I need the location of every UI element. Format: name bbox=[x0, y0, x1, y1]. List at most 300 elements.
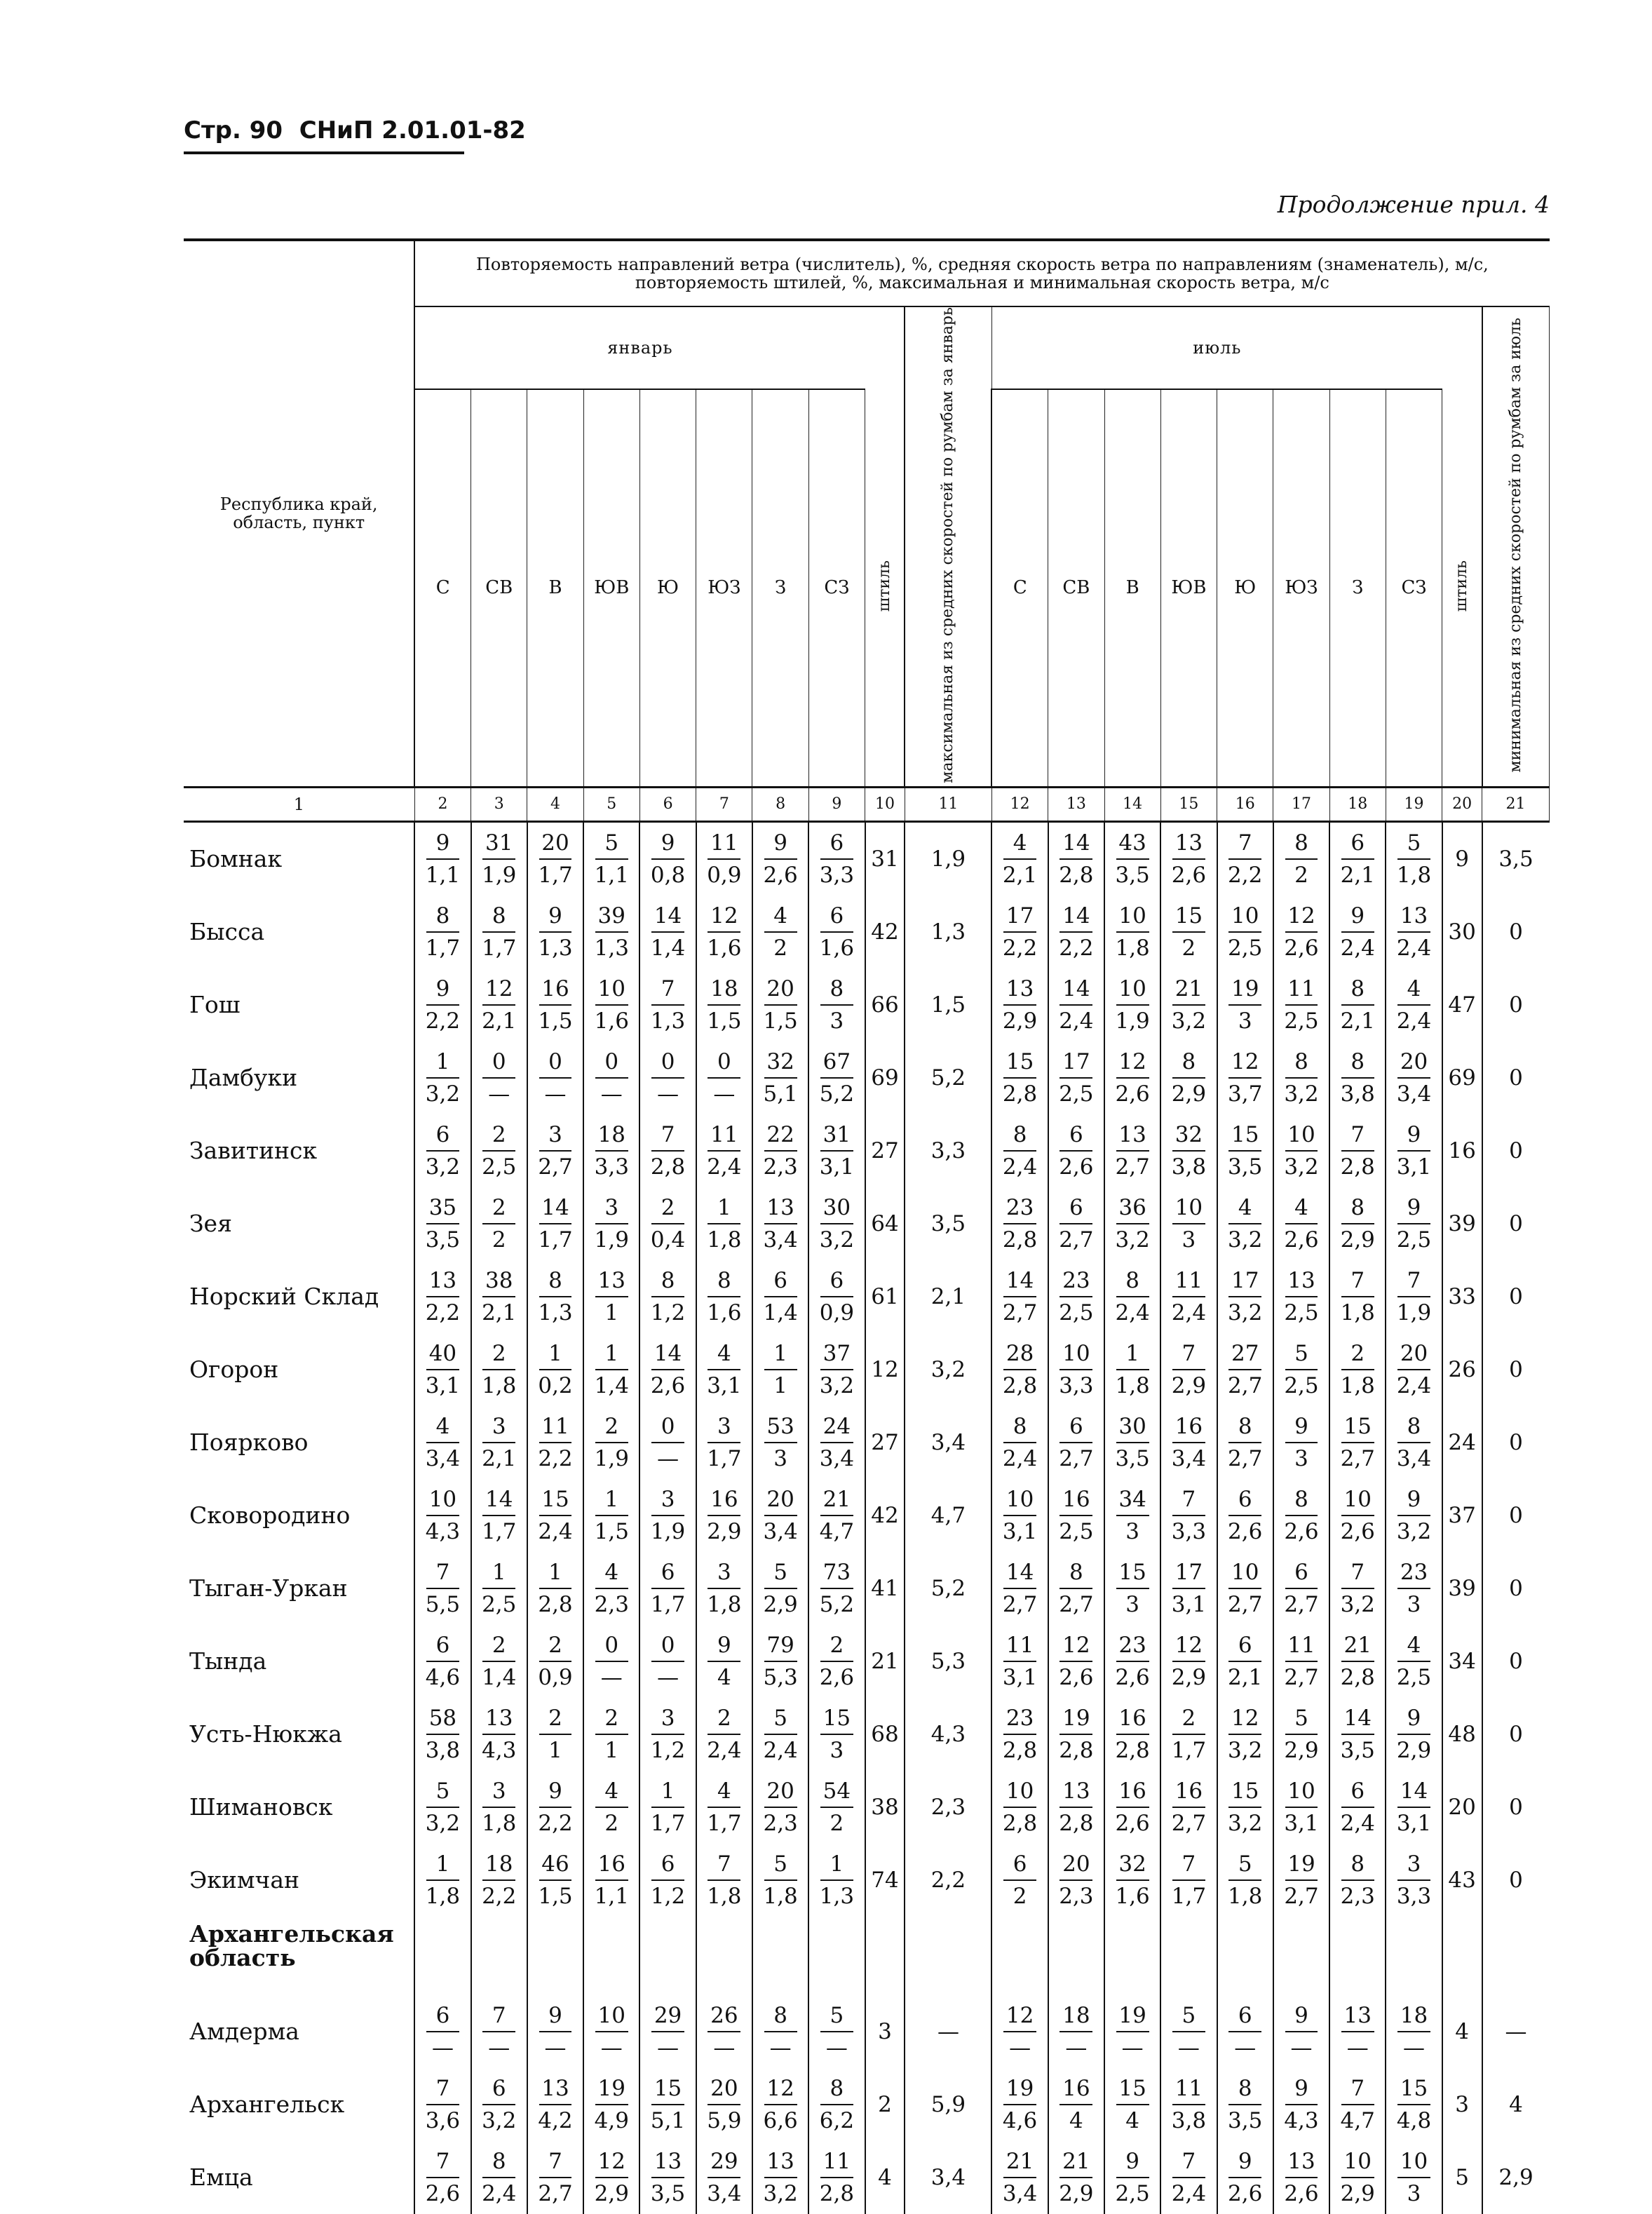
frequency-value: 9 bbox=[1407, 1121, 1421, 1147]
header-rule bbox=[184, 151, 464, 154]
frequency-value: 2 bbox=[661, 1194, 675, 1220]
frequency-value: 1 bbox=[548, 1559, 562, 1585]
fraction-cell bbox=[527, 968, 583, 1041]
fraction-cell bbox=[991, 1844, 1048, 1917]
fraction-cell bbox=[1104, 1771, 1160, 1844]
speed-value: — bbox=[488, 1081, 510, 1107]
frequency-value: 6 bbox=[1069, 1121, 1083, 1147]
fraction-cell bbox=[1160, 1844, 1217, 1917]
jul-dir-2: В bbox=[1104, 389, 1160, 788]
frequency-value: 18 bbox=[710, 976, 738, 1001]
fraction-cell bbox=[808, 1698, 865, 1771]
station-name: Архангельск bbox=[189, 2091, 345, 2119]
fraction-cell bbox=[1329, 1333, 1386, 1406]
frequency-value: 9 bbox=[1238, 2148, 1252, 2174]
station-name: Тында bbox=[189, 1647, 267, 1675]
speed-value: 2,6 bbox=[1059, 1664, 1094, 1690]
fraction-cell bbox=[1160, 1995, 1217, 2068]
fraction-cell bbox=[583, 896, 639, 968]
fraction-cell bbox=[1160, 1333, 1217, 1406]
frequency-value: 1 bbox=[604, 1486, 619, 1512]
fraction-cell bbox=[471, 2068, 527, 2141]
fraction-cell bbox=[991, 1333, 1048, 1406]
frequency-value: 34 bbox=[1118, 1486, 1146, 1512]
col-number: 19 bbox=[1386, 787, 1442, 821]
speed-value: 3,2 bbox=[425, 1154, 461, 1180]
frequency-value: 3 bbox=[717, 1559, 731, 1585]
table-row bbox=[184, 1260, 1550, 1333]
speed-value: — bbox=[657, 1664, 679, 1690]
speed-value: 1,9 bbox=[1115, 1008, 1150, 1034]
frequency-value: 7 bbox=[1182, 1340, 1196, 1366]
frequency-value: 11 bbox=[1006, 1632, 1034, 1658]
page-header bbox=[184, 116, 526, 144]
speed-value: — bbox=[1121, 2034, 1144, 2060]
fraction-cell bbox=[1048, 1041, 1104, 1114]
speed-value: 2,6 bbox=[650, 1372, 686, 1398]
frequency-value: 20 bbox=[1400, 1048, 1428, 1074]
speed-value: 2,8 bbox=[1002, 1227, 1038, 1253]
fraction-cell bbox=[991, 1995, 1048, 2068]
fraction-cell bbox=[1104, 1406, 1160, 1479]
fraction-cell bbox=[752, 1698, 808, 1771]
speed-value: 2,9 bbox=[1002, 1008, 1038, 1034]
fraction-cell bbox=[414, 1698, 470, 1771]
fraction-cell bbox=[1273, 1041, 1329, 1114]
frequency-value: 3 bbox=[661, 1486, 675, 1512]
empty-cell bbox=[1217, 1917, 1273, 1995]
frequency-value: 4 bbox=[604, 1778, 619, 1804]
frequency-value: 4 bbox=[1407, 1632, 1421, 1658]
speed-value: 1,8 bbox=[707, 1883, 742, 1909]
speed-value: 3,4 bbox=[1002, 2180, 1038, 2206]
fraction-cell bbox=[583, 1625, 639, 1698]
speed-value: 2,7 bbox=[1002, 1591, 1038, 1617]
empty-cell bbox=[414, 1917, 470, 1995]
frequency-value: 18 bbox=[597, 1121, 625, 1147]
frequency-value: 31 bbox=[485, 830, 513, 856]
speed-value: 6,6 bbox=[763, 2107, 798, 2133]
fraction-cell bbox=[1104, 968, 1160, 1041]
speed-value: 3 bbox=[1125, 1518, 1139, 1544]
speed-value: 2,6 bbox=[1284, 1518, 1319, 1544]
fraction-cell bbox=[414, 1552, 470, 1625]
speed-value: — bbox=[1346, 2034, 1369, 2060]
speed-value: 1,9 bbox=[650, 1518, 686, 1544]
fraction-cell bbox=[583, 968, 639, 1041]
speed-value: 2,6 bbox=[425, 2180, 461, 2206]
frequency-value: 10 bbox=[1343, 1486, 1372, 1512]
fraction-cell bbox=[1104, 1333, 1160, 1406]
fraction-cell bbox=[752, 1406, 808, 1479]
speed-value: — bbox=[1009, 2034, 1031, 2060]
frequency-value: 0 bbox=[604, 1632, 619, 1658]
jan-calm-value: 3 bbox=[865, 1995, 905, 2068]
speed-value: 2,2 bbox=[1059, 935, 1094, 961]
fraction-cell bbox=[808, 1333, 865, 1406]
speed-value: 3,4 bbox=[763, 1518, 798, 1544]
fraction-cell bbox=[527, 1844, 583, 1917]
frequency-value: 19 bbox=[1118, 2002, 1146, 2028]
fraction-cell bbox=[696, 896, 752, 968]
frequency-value: 10 bbox=[428, 1486, 457, 1512]
frequency-value: 6 bbox=[435, 1632, 450, 1658]
speed-value: 1,1 bbox=[594, 862, 629, 888]
fraction-cell bbox=[696, 1114, 752, 1187]
fraction-cell bbox=[1386, 1995, 1442, 2068]
fraction-cell bbox=[471, 1114, 527, 1187]
frequency-value: 10 bbox=[1231, 1559, 1259, 1585]
speed-value: 2,2 bbox=[425, 1008, 461, 1034]
fraction-cell bbox=[1386, 1187, 1442, 1260]
frequency-value: 6 bbox=[661, 1851, 675, 1877]
fraction-cell bbox=[1104, 1041, 1160, 1114]
fraction-cell bbox=[414, 1406, 470, 1479]
speed-value: 3,2 bbox=[1396, 1518, 1432, 1544]
fraction-cell bbox=[414, 1333, 470, 1406]
jan-max-value: 5,9 bbox=[905, 2068, 991, 2141]
frequency-value: 15 bbox=[822, 1705, 851, 1731]
fraction-cell bbox=[1160, 1260, 1217, 1333]
fraction-cell bbox=[1273, 896, 1329, 968]
frequency-value: 20 bbox=[1400, 1340, 1428, 1366]
speed-value: 2 bbox=[830, 1810, 844, 1836]
fraction-cell bbox=[752, 1114, 808, 1187]
frequency-value: 6 bbox=[1238, 2002, 1252, 2028]
fraction-cell bbox=[696, 1041, 752, 1114]
fraction-cell bbox=[414, 896, 470, 968]
fraction-cell bbox=[752, 896, 808, 968]
table-row bbox=[184, 1552, 1550, 1625]
fraction-cell bbox=[1273, 1114, 1329, 1187]
jan-calm-value: 69 bbox=[865, 1041, 905, 1114]
station-name: Тыган-Уркан bbox=[189, 1574, 348, 1602]
fraction-cell bbox=[1104, 1844, 1160, 1917]
station-name: Бысса bbox=[189, 918, 265, 946]
speed-value: 2,1 bbox=[1340, 862, 1375, 888]
speed-value: — bbox=[544, 2034, 567, 2060]
month-jan: январь bbox=[414, 306, 865, 389]
fraction-cell bbox=[1048, 968, 1104, 1041]
frequency-value: 18 bbox=[1062, 2002, 1090, 2028]
jul-calm-value: 30 bbox=[1442, 896, 1482, 968]
frequency-value: 8 bbox=[1182, 1048, 1196, 1074]
speed-value: 4,3 bbox=[425, 1518, 461, 1544]
frequency-value: 5 bbox=[773, 1851, 787, 1877]
col-number: 20 bbox=[1442, 787, 1482, 821]
table-row bbox=[184, 1995, 1550, 2068]
wind-table bbox=[184, 238, 1550, 2214]
speed-value: 3,2 bbox=[1284, 1081, 1319, 1107]
fraction-cell bbox=[1104, 2068, 1160, 2141]
jan-max-value: 3,4 bbox=[905, 1406, 991, 1479]
col-number: 14 bbox=[1104, 787, 1160, 821]
jan-calm-value: 68 bbox=[865, 1698, 905, 1771]
frequency-value: 15 bbox=[541, 1486, 569, 1512]
fraction-cell bbox=[414, 1114, 470, 1187]
jul-min-value: 0 bbox=[1482, 1041, 1550, 1114]
jan-max-value: 2,2 bbox=[905, 1844, 991, 1917]
fraction-cell bbox=[808, 1041, 865, 1114]
frequency-value: 14 bbox=[1006, 1267, 1034, 1293]
speed-value: 2,2 bbox=[538, 1810, 573, 1836]
frequency-value: 14 bbox=[1062, 976, 1090, 1001]
frequency-value: 15 bbox=[1231, 1778, 1259, 1804]
speed-value: 2,1 bbox=[1340, 1008, 1375, 1034]
fraction-cell bbox=[808, 1844, 865, 1917]
speed-value: 2,2 bbox=[538, 1445, 573, 1471]
speed-value: 1,8 bbox=[707, 1591, 742, 1617]
speed-value: 4,3 bbox=[482, 1737, 517, 1763]
empty-cell bbox=[1273, 1917, 1329, 1995]
empty-cell bbox=[1386, 1917, 1442, 1995]
speed-value: — bbox=[657, 2034, 679, 2060]
frequency-value: 10 bbox=[1343, 2148, 1372, 2174]
fraction-cell bbox=[1104, 896, 1160, 968]
col-number: 10 bbox=[865, 787, 905, 821]
speed-value: 2,7 bbox=[1228, 1445, 1263, 1471]
fraction-cell bbox=[752, 1333, 808, 1406]
frequency-value: 6 bbox=[492, 2075, 506, 2101]
fraction-cell bbox=[583, 1698, 639, 1771]
speed-value: 1,6 bbox=[1115, 1883, 1150, 1909]
frequency-value: 3 bbox=[604, 1194, 619, 1220]
frequency-value: 6 bbox=[1013, 1851, 1027, 1877]
fraction-cell bbox=[991, 1406, 1048, 1479]
speed-value: 2,9 bbox=[1171, 1372, 1207, 1398]
speed-value: 1,5 bbox=[538, 1883, 573, 1909]
jan-calm-value: 2 bbox=[865, 2068, 905, 2141]
speed-value: 2,7 bbox=[1059, 1227, 1094, 1253]
fraction-cell bbox=[1273, 1995, 1329, 2068]
speed-value: 3,1 bbox=[1002, 1518, 1038, 1544]
frequency-value: 31 bbox=[822, 1121, 851, 1147]
fraction-cell bbox=[1217, 1333, 1273, 1406]
fraction-cell bbox=[471, 1844, 527, 1917]
fraction-cell bbox=[583, 1844, 639, 1917]
station-name: Завитинск bbox=[189, 1137, 318, 1165]
frequency-value: 22 bbox=[766, 1121, 794, 1147]
speed-value: 2,7 bbox=[1171, 1810, 1207, 1836]
frequency-value: 17 bbox=[1006, 903, 1034, 929]
speed-value: — bbox=[488, 2034, 510, 2060]
frequency-value: 9 bbox=[717, 1632, 731, 1658]
frequency-value: 3 bbox=[548, 1121, 562, 1147]
fraction-cell bbox=[696, 1552, 752, 1625]
frequency-value: 0 bbox=[661, 1413, 675, 1439]
fraction-cell bbox=[639, 1771, 696, 1844]
frequency-value: 2 bbox=[830, 1632, 844, 1658]
table-row bbox=[184, 1114, 1550, 1187]
max-jan-header: максимальная из средних скоростей по румбам за январь bbox=[905, 306, 991, 787]
empty-cell bbox=[991, 1917, 1048, 1995]
frequency-value: 14 bbox=[541, 1194, 569, 1220]
fraction-cell bbox=[696, 1844, 752, 1917]
speed-value: 2,9 bbox=[763, 1591, 798, 1617]
frequency-value: 13 bbox=[1287, 2148, 1315, 2174]
region-row bbox=[184, 1917, 1550, 1995]
fraction-cell bbox=[808, 1552, 865, 1625]
col-number: 16 bbox=[1217, 787, 1273, 821]
fraction-cell bbox=[1273, 1771, 1329, 1844]
speed-value: 2,1 bbox=[1002, 862, 1038, 888]
speed-value: 1,4 bbox=[594, 1372, 629, 1398]
speed-value: 2,6 bbox=[1284, 1227, 1319, 1253]
frequency-value: 4 bbox=[1294, 1194, 1308, 1220]
speed-value: 5,9 bbox=[707, 2107, 742, 2133]
fraction-cell bbox=[639, 2068, 696, 2141]
frequency-value: 2 bbox=[492, 1194, 506, 1220]
speed-value: 2,3 bbox=[594, 1591, 629, 1617]
jan-dir-2: В bbox=[527, 389, 583, 788]
speed-value: 1,7 bbox=[425, 935, 461, 961]
speed-value: 5,5 bbox=[425, 1591, 461, 1617]
frequency-value: 7 bbox=[1350, 1559, 1365, 1585]
frequency-value: 4 bbox=[1407, 976, 1421, 1001]
speed-value: 3,6 bbox=[425, 2107, 461, 2133]
station-name: Гош bbox=[189, 991, 241, 1019]
fraction-cell bbox=[1217, 1479, 1273, 1552]
frequency-value: 9 bbox=[1407, 1705, 1421, 1731]
frequency-value: 3 bbox=[1407, 1851, 1421, 1877]
fraction-cell bbox=[1104, 1114, 1160, 1187]
speed-value: 2,5 bbox=[1059, 1518, 1094, 1544]
fraction-cell bbox=[583, 1260, 639, 1333]
frequency-value: 2 bbox=[1350, 1340, 1365, 1366]
fraction-cell bbox=[1386, 1114, 1442, 1187]
fraction-cell bbox=[752, 1041, 808, 1114]
fraction-cell bbox=[1104, 821, 1160, 896]
speed-value: 1,3 bbox=[650, 1008, 686, 1034]
frequency-value: 2 bbox=[548, 1632, 562, 1658]
speed-value: 5,3 bbox=[763, 1664, 798, 1690]
frequency-value: 7 bbox=[1182, 1486, 1196, 1512]
col-number: 17 bbox=[1273, 787, 1329, 821]
fraction-cell bbox=[1273, 1260, 1329, 1333]
fraction-cell bbox=[991, 821, 1048, 896]
speed-value: 2,8 bbox=[1340, 1664, 1375, 1690]
speed-value: 3,5 bbox=[1115, 1445, 1150, 1471]
fraction-cell bbox=[527, 1552, 583, 1625]
fraction-cell bbox=[639, 1333, 696, 1406]
speed-value: 2,1 bbox=[1228, 1664, 1263, 1690]
speed-value: 1,9 bbox=[594, 1227, 629, 1253]
jan-calm-value: 31 bbox=[865, 821, 905, 896]
empty-cell bbox=[471, 1917, 527, 1995]
frequency-value: 16 bbox=[710, 1486, 738, 1512]
frequency-value: 12 bbox=[1287, 903, 1315, 929]
fraction-cell bbox=[1386, 1041, 1442, 1114]
empty-cell bbox=[808, 1917, 865, 1995]
fraction-cell bbox=[752, 2141, 808, 2214]
frequency-value: 9 bbox=[661, 830, 675, 856]
col-number: 3 bbox=[471, 787, 527, 821]
col-number: 13 bbox=[1048, 787, 1104, 821]
speed-value: 1,9 bbox=[482, 862, 517, 888]
speed-value: 2,4 bbox=[482, 2180, 517, 2206]
fraction-cell bbox=[991, 1479, 1048, 1552]
fraction-cell bbox=[1160, 1187, 1217, 1260]
speed-value: 3,1 bbox=[1002, 1664, 1038, 1690]
fraction-cell bbox=[1104, 2141, 1160, 2214]
jan-max-value: 4,7 bbox=[905, 1479, 991, 1552]
frequency-value: 32 bbox=[1174, 1121, 1203, 1147]
speed-value: 2,8 bbox=[819, 2180, 855, 2206]
jan-max-value: 5,2 bbox=[905, 1041, 991, 1114]
speed-value: 3,2 bbox=[1228, 1300, 1263, 1325]
frequency-value: 4 bbox=[1238, 1194, 1252, 1220]
table-row bbox=[184, 1844, 1550, 1917]
fraction-cell bbox=[471, 1187, 527, 1260]
speed-value: 1,5 bbox=[538, 1008, 573, 1034]
speed-value: 3,1 bbox=[1396, 1810, 1432, 1836]
frequency-value: 9 bbox=[1294, 2002, 1308, 2028]
fraction-cell bbox=[1160, 2141, 1217, 2214]
frequency-value: 7 bbox=[1350, 1267, 1365, 1293]
speed-value: — bbox=[713, 2034, 736, 2060]
fraction-cell bbox=[639, 1698, 696, 1771]
speed-value: 1 bbox=[548, 1737, 562, 1763]
speed-value: 1,8 bbox=[707, 1227, 742, 1253]
fraction-cell bbox=[471, 1479, 527, 1552]
frequency-value: 8 bbox=[548, 1267, 562, 1293]
frequency-value: 39 bbox=[597, 903, 625, 929]
frequency-value: 13 bbox=[597, 1267, 625, 1293]
fraction-cell bbox=[1273, 968, 1329, 1041]
frequency-value: 20 bbox=[766, 1486, 794, 1512]
speed-value: 2,7 bbox=[1284, 1664, 1319, 1690]
frequency-value: 6 bbox=[1350, 1778, 1365, 1804]
frequency-value: 2 bbox=[492, 1340, 506, 1366]
speed-value: 3,2 bbox=[1115, 1227, 1150, 1253]
speed-value: 0,9 bbox=[819, 1300, 855, 1325]
column-number-row bbox=[184, 787, 1550, 821]
frequency-value: 11 bbox=[1174, 2075, 1203, 2101]
jan-max-value: 3,5 bbox=[905, 1187, 991, 1260]
frequency-value: 10 bbox=[1062, 1340, 1090, 1366]
fraction-cell bbox=[639, 896, 696, 968]
speed-value: 5,1 bbox=[763, 1081, 798, 1107]
station-name: Амдерма bbox=[189, 2018, 299, 2046]
jul-calm-value: 48 bbox=[1442, 1698, 1482, 1771]
table-row bbox=[184, 821, 1550, 896]
col-number: 15 bbox=[1160, 787, 1217, 821]
jan-max-value: 1,3 bbox=[905, 896, 991, 968]
speed-value: 3,4 bbox=[707, 2180, 742, 2206]
frequency-value: 11 bbox=[710, 1121, 738, 1147]
fraction-cell bbox=[696, 2068, 752, 2141]
jul-calm-value: 39 bbox=[1442, 1187, 1482, 1260]
frequency-value: 40 bbox=[428, 1340, 457, 1366]
frequency-value: 7 bbox=[717, 1851, 731, 1877]
speed-value: 1,8 bbox=[763, 1883, 798, 1909]
frequency-value: 19 bbox=[597, 2075, 625, 2101]
frequency-value: 10 bbox=[1118, 903, 1146, 929]
fraction-cell bbox=[583, 1041, 639, 1114]
fraction-cell bbox=[808, 2141, 865, 2214]
speed-value: 3,2 bbox=[425, 1810, 461, 1836]
speed-value: 1,7 bbox=[1171, 1883, 1207, 1909]
fraction-cell bbox=[752, 821, 808, 896]
speed-value: 3,5 bbox=[425, 1227, 461, 1253]
fraction-cell bbox=[414, 1041, 470, 1114]
fraction-cell bbox=[1386, 1333, 1442, 1406]
frequency-value: 12 bbox=[1118, 1048, 1146, 1074]
speed-value: 3,4 bbox=[425, 1445, 461, 1471]
speed-value: 3,1 bbox=[425, 1372, 461, 1398]
fraction-cell bbox=[1217, 1698, 1273, 1771]
jan-calm-value: 38 bbox=[865, 1771, 905, 1844]
